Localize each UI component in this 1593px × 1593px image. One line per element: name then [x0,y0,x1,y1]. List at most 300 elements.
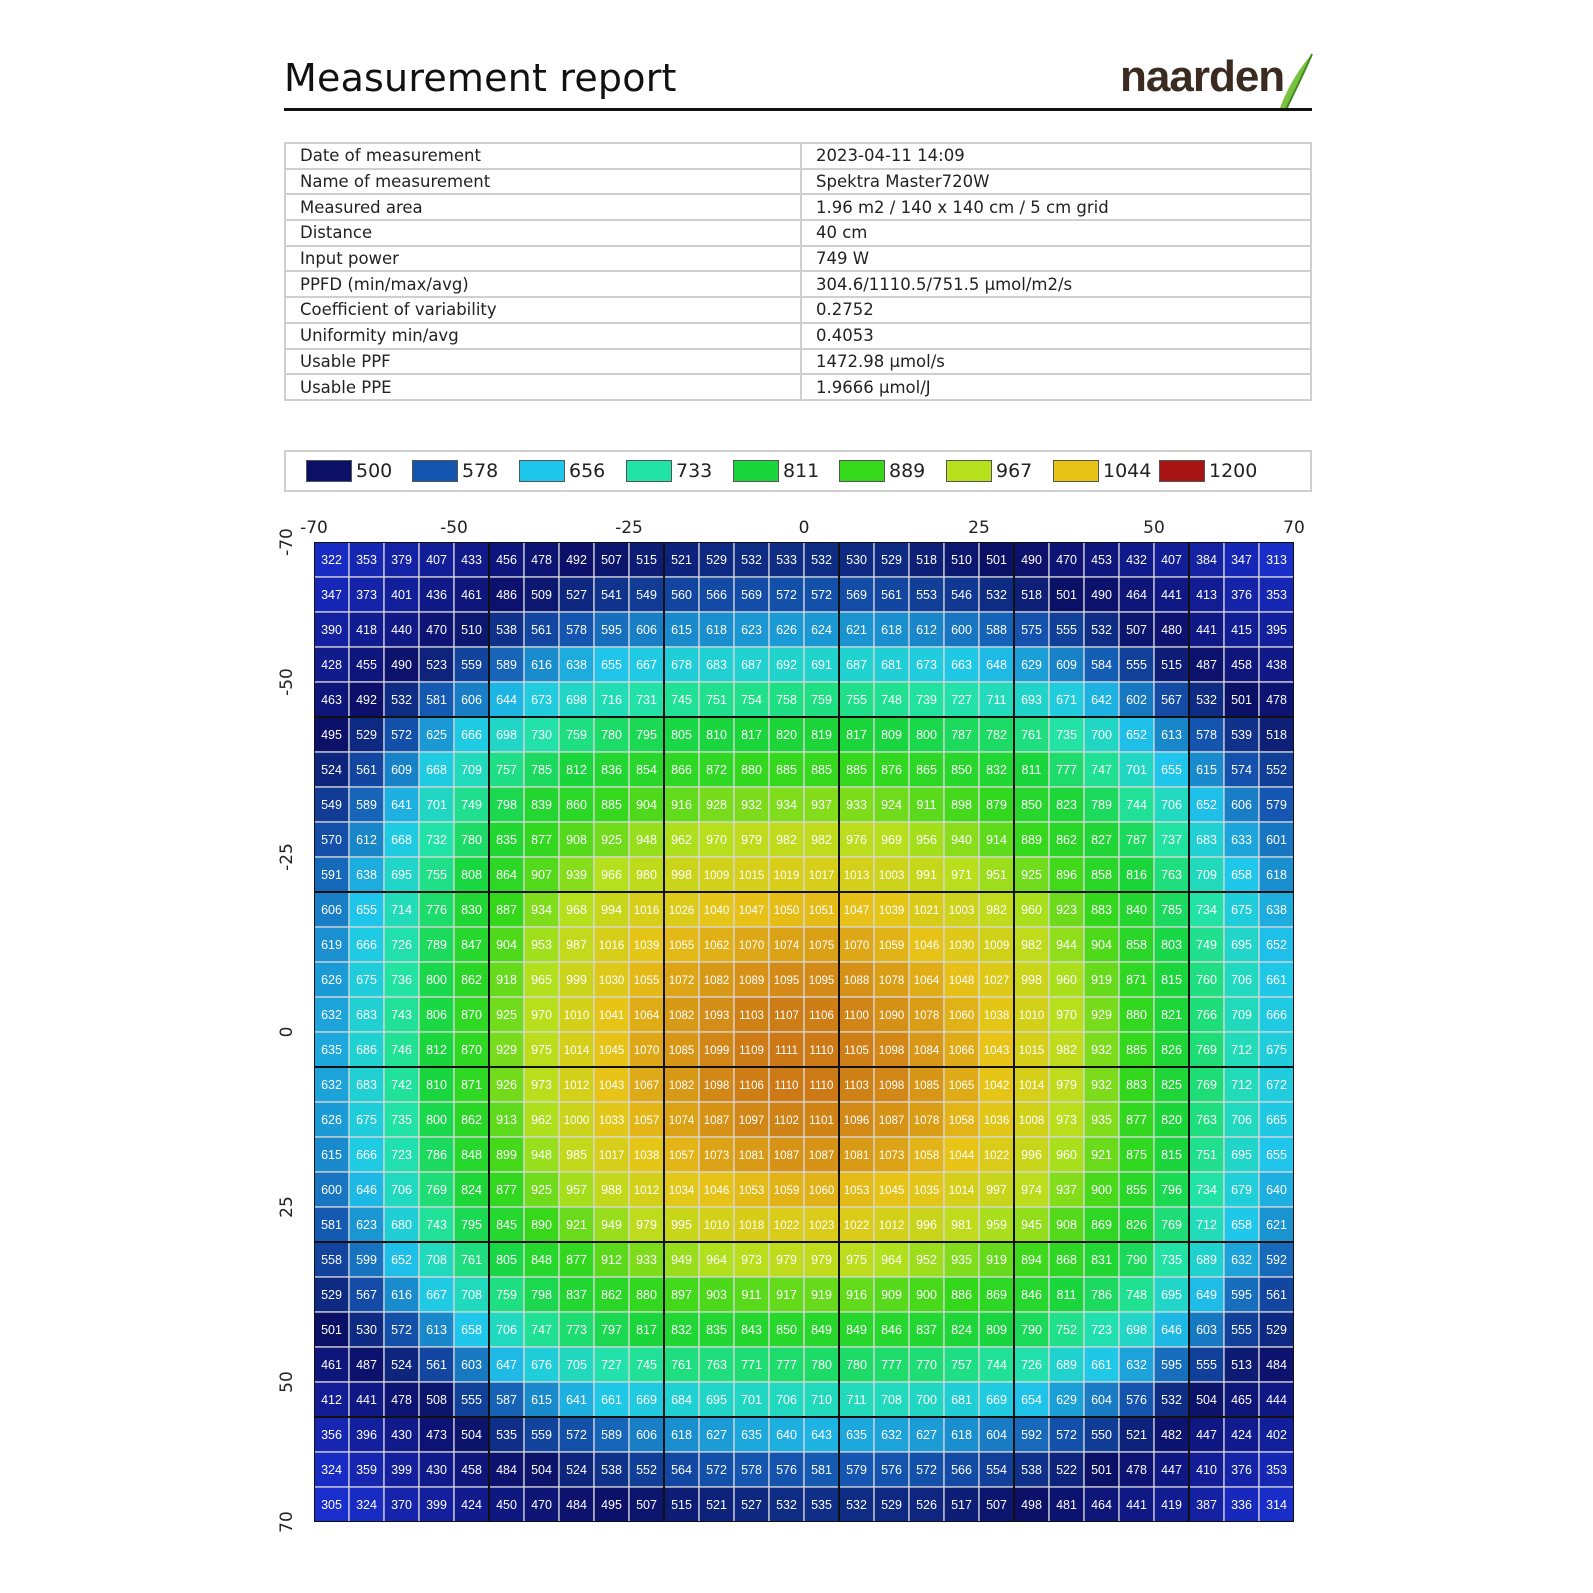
heatmap-cell-value: 826 [1161,1043,1182,1057]
heatmap-cell-value: 376 [1231,1463,1252,1477]
heatmap-cell-value: 1015 [738,870,765,882]
heatmap-cell-value: 675 [1266,1043,1287,1057]
heatmap-cell-value: 706 [776,1393,797,1407]
heatmap-cell-value: 1043 [983,1045,1010,1057]
heatmap-cell-value: 1058 [913,1150,940,1162]
heatmap-cell-value: 1107 [774,1010,799,1022]
heatmap-cell-value: 652 [1126,728,1147,742]
meta-label: Input power [285,246,801,272]
heatmap-cell-value: 1073 [878,1150,905,1162]
heatmap-cell-value: 572 [776,588,797,602]
heatmap-cell-value: 835 [706,1323,727,1337]
heatmap-cell-value: 982 [1056,1043,1077,1057]
heatmap-cell-value: 726 [1021,1358,1042,1372]
heatmap-cell-value: 584 [1091,658,1112,672]
heatmap-cell-value: 564 [671,1463,692,1477]
heatmap-cell-value: 912 [601,1253,622,1267]
heatmap-cell-value: 919 [1091,973,1112,987]
heatmap-cell-value: 626 [776,623,797,637]
heatmap-cell-value: 982 [811,833,832,847]
heatmap-cell-value: 812 [426,1043,447,1057]
heatmap-cell-value: 487 [1196,658,1217,672]
heatmap-cell-value: 504 [531,1463,552,1477]
heatmap-cell-value: 695 [706,1393,727,1407]
title-divider [284,108,1312,111]
heatmap-cell-value: 415 [1231,623,1252,637]
heatmap-cell-value: 1073 [703,1150,730,1162]
heatmap-cell-value: 581 [426,693,447,707]
heatmap-cell-value: 675 [1231,903,1252,917]
heatmap-cell-value: 1078 [878,975,905,987]
heatmap-cell-value: 832 [986,763,1007,777]
heatmap-cell-value: 524 [566,1463,587,1477]
heatmap-cell-value: 1106 [739,1080,764,1092]
heatmap-cell-value: 860 [566,798,587,812]
legend-label: 578 [462,460,499,482]
heatmap-cell-value: 507 [601,553,622,567]
heatmap-cell-value: 974 [1021,1183,1042,1197]
heatmap-cell-value: 866 [671,763,692,777]
heatmap-cell-value: 1088 [843,975,870,987]
heatmap-cell-value: 314 [1266,1498,1287,1512]
heatmap-cell-value: 566 [706,588,727,602]
heatmap-cell-value: 559 [531,1428,552,1442]
heatmap-cell-value: 904 [1091,938,1112,952]
heatmap-cell-value: 773 [566,1323,587,1337]
heatmap-cell-value: 903 [706,1288,727,1302]
heatmap-cell-value: 440 [391,623,412,637]
heatmap-cell-value: 786 [1091,1288,1112,1302]
heatmap-cell-value: 430 [426,1463,447,1477]
heatmap-cell-value: 976 [846,833,867,847]
heatmap-cell-value: 632 [321,1008,342,1022]
heatmap-cell-value: 745 [636,1358,657,1372]
heatmap-cell-value: 921 [1091,1148,1112,1162]
heatmap-cell-value: 555 [1231,1323,1252,1337]
heatmap-cell-value: 1098 [703,1080,730,1092]
heatmap-cell-value: 1099 [703,1045,730,1057]
heatmap-cell-value: 744 [986,1358,1007,1372]
heatmap-cell-value: 501 [1056,588,1077,602]
heatmap-cell-value: 402 [1266,1428,1287,1442]
heatmap-cell-value: 880 [636,1288,657,1302]
heatmap-cell-value: 846 [1021,1288,1042,1302]
heatmap-cell-value: 481 [1056,1498,1077,1512]
heatmap-cell-value: 490 [391,658,412,672]
heatmap-cell-value: 735 [1056,728,1077,742]
heatmap-cell-value: 550 [1091,1428,1112,1442]
heatmap-cell-value: 1070 [738,940,765,952]
heatmap-cell-value: 507 [636,1498,657,1512]
heatmap-cell-value: 517 [951,1498,972,1512]
heatmap-cell-value: 603 [461,1358,482,1372]
heatmap-cell-value: 811 [1056,1288,1077,1302]
heatmap-cell-value: 964 [706,1253,727,1267]
heatmap-cell-value: 1090 [878,1010,905,1022]
meta-row [285,271,1311,297]
heatmap-cell-value: 612 [356,833,377,847]
heatmap-cell-value: 782 [986,728,1007,742]
heatmap-cell-value: 823 [1056,798,1077,812]
heatmap-cell-value: 885 [601,798,622,812]
heatmap-cell-value: 777 [1056,763,1077,777]
heatmap-cell-value: 676 [531,1358,552,1372]
heatmap-cell-value: 492 [566,553,587,567]
heatmap-cell-value: 1010 [703,1220,730,1232]
heatmap-cell-value: 1064 [633,1010,660,1022]
heatmap-cell-value: 711 [986,693,1007,707]
heatmap-cell-value: 858 [1091,868,1112,882]
heatmap-cell-value: 780 [601,728,622,742]
heatmap-cell-value: 495 [601,1498,622,1512]
heatmap-cell-value: 529 [1266,1323,1287,1337]
heatmap-cell-value: 924 [881,798,902,812]
heatmap-cell-value: 890 [531,1218,552,1232]
heatmap-cell-value: 538 [601,1463,622,1477]
heatmap-cell-value: 658 [1231,1218,1252,1232]
meta-value: 1.96 m2 / 140 x 140 cm / 5 cm grid [801,194,1311,220]
heatmap-cell-value: 716 [601,693,622,707]
heatmap-cell-value: 759 [566,728,587,742]
heatmap-cell-value: 572 [706,1463,727,1477]
heatmap-cell-value: 771 [741,1358,762,1372]
heatmap-cell-value: 1105 [844,1045,869,1057]
heatmap-cell-value: 763 [1196,1113,1217,1127]
heatmap-cell-value: 885 [1126,1043,1147,1057]
heatmap-cell-value: 666 [356,938,377,952]
heatmap-cell-value: 681 [881,658,902,672]
heatmap-cell-value: 627 [706,1428,727,1442]
heatmap-cell-value: 618 [706,623,727,637]
heatmap-cell-value: 591 [321,868,342,882]
heatmap-cell-value: 894 [1021,1253,1042,1267]
meta-value: 0.4053 [801,323,1311,349]
meta-value: 1472.98 µmol/s [801,349,1311,375]
heatmap-cell-value: 934 [776,798,797,812]
heatmap-cell-value: 399 [391,1463,412,1477]
heatmap-cell-value: 575 [1021,623,1042,637]
heatmap-cell-value: 399 [426,1498,447,1512]
heatmap-cell-value: 869 [1091,1218,1112,1232]
heatmap-cell-value: 962 [531,1113,552,1127]
heatmap-cell-value: 809 [986,1323,1007,1337]
heatmap-cell-value: 727 [951,693,972,707]
heatmap-cell-value: 1019 [773,870,800,882]
heatmap-cell-value: 923 [1056,903,1077,917]
heatmap-cell-value: 666 [461,728,482,742]
heatmap-cell-value: 748 [881,693,902,707]
heatmap-cell-value: 578 [741,1463,762,1477]
heatmap-cell-value: 960 [1056,973,1077,987]
heatmap-cell-value: 574 [1231,763,1252,777]
heatmap-cell-value: 678 [671,658,692,672]
heatmap-cell-value: 616 [391,1288,412,1302]
heatmap-cell-value: 1043 [598,1080,625,1092]
heatmap-cell-value: 1075 [808,940,835,952]
heatmap-cell-value: 862 [601,1288,622,1302]
heatmap-cell-value: 569 [846,588,867,602]
heatmap-cell-value: 1030 [598,975,625,987]
heatmap-cell-value: 714 [391,903,412,917]
heatmap-cell-value: 626 [321,973,342,987]
heatmap-cell-value: 698 [496,728,517,742]
heatmap-cell-value: 638 [566,658,587,672]
legend-item [626,458,712,484]
heatmap-cell-value: 982 [776,833,797,847]
heatmap-cell-value: 907 [531,868,552,882]
heatmap-cell-value: 1072 [668,975,695,987]
heatmap-cell-value: 1082 [668,1010,695,1022]
meta-label: Usable PPE [285,374,801,400]
heatmap-cell-value: 1013 [843,870,870,882]
x-axis-tick-label: 0 [798,518,810,538]
heatmap-cell-value: 1010 [1018,1010,1045,1022]
heatmap-cell-value: 877 [531,833,552,847]
heatmap-cell-value: 1022 [843,1220,870,1232]
heatmap-cell-value: 555 [1126,658,1147,672]
heatmap-cell-value: 379 [391,553,412,567]
heatmap-cell-value: 490 [1091,588,1112,602]
heatmap-cell-value: 601 [1266,833,1287,847]
heatmap-cell-value: 751 [1196,1148,1217,1162]
heatmap-cell-value: 561 [531,623,552,637]
heatmap-cell-value: 576 [776,1463,797,1477]
heatmap-cell-value: 486 [496,588,517,602]
ppfd-heatmap [314,542,1294,1522]
heatmap-cell-value: 570 [321,833,342,847]
heatmap-cell-value: 706 [496,1323,517,1337]
heatmap-cell-value: 504 [1196,1393,1217,1407]
x-axis-tick-label: -50 [440,518,468,538]
heatmap-cell-value: 805 [496,1253,517,1267]
heatmap-cell-value: 609 [391,763,412,777]
heatmap-cell-value: 654 [1021,1393,1042,1407]
heatmap-cell-value: 529 [706,553,727,567]
heatmap-cell-value: 960 [1056,1148,1077,1162]
heatmap-cell-value: 572 [391,728,412,742]
heatmap-cell-value: 701 [1126,763,1147,777]
heatmap-cell-value: 1066 [948,1045,975,1057]
heatmap-cell-value: 1081 [738,1150,765,1162]
heatmap-cell-value: 734 [1196,903,1217,917]
heatmap-cell-value: 635 [741,1428,762,1442]
heatmap-cell-value: 655 [601,658,622,672]
heatmap-cell-value: 759 [496,1288,517,1302]
heatmap-cell-value: 1010 [563,1010,590,1022]
heatmap-cell-value: 928 [706,798,727,812]
heatmap-cell-value: 515 [636,553,657,567]
heatmap-cell-value: 1057 [668,1150,695,1162]
heatmap-cell-value: 464 [1126,588,1147,602]
meta-row [285,169,1311,195]
heatmap-cell-value: 640 [776,1428,797,1442]
heatmap-cell-value: 1016 [598,940,625,952]
heatmap-cell-value: 864 [496,868,517,882]
heatmap-cell-value: 1048 [948,975,975,987]
heatmap-cell-value: 599 [356,1253,377,1267]
heatmap-cell-value: 808 [461,868,482,882]
heatmap-cell-value: 896 [1056,868,1077,882]
heatmap-cell-value: 743 [391,1008,412,1022]
heatmap-cell-value: 911 [741,1288,762,1302]
heatmap-cell-value: 384 [1196,553,1217,567]
heatmap-cell-value: 578 [1196,728,1217,742]
heatmap-cell-value: 524 [321,763,342,777]
heatmap-cell-value: 755 [846,693,867,707]
heatmap-cell-value: 871 [461,1078,482,1092]
meta-label: Usable PPF [285,349,801,375]
heatmap-cell-value: 665 [1266,1113,1287,1127]
heatmap-cell-value: 1062 [703,940,730,952]
heatmap-cell-value: 541 [601,588,622,602]
heatmap-cell-value: 1101 [809,1115,834,1127]
heatmap-cell-value: 904 [636,798,657,812]
legend-swatch [412,460,458,482]
heatmap-cell-value: 843 [741,1323,762,1337]
heatmap-cell-value: 726 [391,938,412,952]
heatmap-cell-value: 926 [496,1078,517,1092]
heatmap-cell-value: 532 [846,1498,867,1512]
heatmap-cell-value: 935 [1091,1113,1112,1127]
heatmap-cell-value: 1103 [844,1080,869,1092]
heatmap-cell-value: 944 [1056,938,1077,952]
heatmap-cell-value: 567 [356,1288,377,1302]
heatmap-cell-value: 824 [951,1323,972,1337]
heatmap-cell-value: 1039 [878,905,905,917]
heatmap-cell-value: 458 [461,1463,482,1477]
heatmap-cell-value: 578 [566,623,587,637]
heatmap-cell-value: 1097 [738,1115,765,1127]
heatmap-cell-value: 999 [566,973,587,987]
heatmap-cell-value: 527 [566,588,587,602]
heatmap-cell-value: 336 [1231,1498,1252,1512]
heatmap-cell-value: 965 [531,973,552,987]
heatmap-cell-value: 755 [426,868,447,882]
heatmap-cell-value: 821 [1161,1008,1182,1022]
heatmap-cell-value: 935 [951,1253,972,1267]
heatmap-cell-value: 673 [531,693,552,707]
heatmap-cell-value: 904 [496,938,517,952]
heatmap-cell-value: 518 [1021,588,1042,602]
meta-label: Coefficient of variability [285,297,801,323]
heatmap-cell-value: 587 [496,1393,517,1407]
heatmap-cell-value: 456 [496,553,517,567]
heatmap-cell-value: 1042 [983,1080,1010,1092]
heatmap-cell-value: 561 [881,588,902,602]
heatmap-cell-value: 675 [356,1113,377,1127]
heatmap-cell-value: 324 [321,1463,342,1477]
heatmap-cell-value: 638 [356,868,377,882]
heatmap-cell-value: 1087 [703,1115,730,1127]
heatmap-cell-value: 1041 [598,1010,625,1022]
heatmap-cell-value: 940 [951,833,972,847]
legend-item [1159,458,1257,484]
heatmap-cell-value: 1082 [668,1080,695,1092]
heatmap-cell-value: 553 [916,588,937,602]
x-axis-tick-label: -25 [615,518,643,538]
heatmap-cell-value: 708 [426,1253,447,1267]
meta-value: 749 W [801,246,1311,272]
heatmap-cell-value: 735 [1161,1253,1182,1267]
heatmap-cell-value: 629 [1056,1393,1077,1407]
heatmap-cell-value: 566 [951,1463,972,1477]
heatmap-cell-value: 1106 [809,1010,834,1022]
heatmap-cell-value: 569 [741,588,762,602]
y-axis-tick-label: -50 [277,668,297,696]
heatmap-cell-value: 709 [1231,1008,1252,1022]
heatmap-cell-value: 1039 [633,940,660,952]
heatmap-cell-value: 997 [986,1183,1007,1197]
heatmap-cell-value: 900 [916,1288,937,1302]
meta-value: 1.9666 µmol/J [801,374,1311,400]
heatmap-cell-value: 533 [776,553,797,567]
heatmap-cell-value: 1051 [808,905,835,917]
heatmap-cell-value: 507 [1126,623,1147,637]
heatmap-cell-value: 761 [461,1253,482,1267]
heatmap-cell-value: 1017 [808,870,835,882]
heatmap-cell-value: 1033 [598,1115,625,1127]
heatmap-cell-value: 998 [671,868,692,882]
heatmap-cell-value: 737 [1161,833,1182,847]
heatmap-cell-value: 600 [321,1183,342,1197]
heatmap-cell-value: 1110 [774,1080,799,1092]
heatmap-cell-value: 652 [1196,798,1217,812]
legend-item [519,458,605,484]
heatmap-cell-value: 917 [776,1288,797,1302]
heatmap-cell-value: 743 [426,1218,447,1232]
heatmap-cell-value: 501 [1231,693,1252,707]
heatmap-cell-value: 668 [426,763,447,777]
heatmap-cell-value: 412 [321,1393,342,1407]
heatmap-cell-value: 836 [601,763,622,777]
heatmap-cell-value: 877 [566,1253,587,1267]
heatmap-cell-value: 672 [1266,1078,1287,1092]
heatmap-cell-value: 687 [846,658,867,672]
heatmap-cell-value: 925 [531,1183,552,1197]
heatmap-cell-value: 1034 [668,1185,695,1197]
heatmap-cell-value: 581 [811,1463,832,1477]
heatmap-cell-value: 407 [1161,553,1182,567]
legend-swatch [306,460,352,482]
heatmap-cell-value: 973 [1056,1113,1077,1127]
heatmap-cell-value: 914 [986,833,1007,847]
heatmap-cell-value: 576 [1126,1393,1147,1407]
legend-swatch [1053,460,1099,482]
heatmap-cell-value: 969 [881,833,902,847]
heatmap-cell-value: 478 [531,553,552,567]
heatmap-cell-value: 353 [356,553,377,567]
heatmap-cell-value: 1046 [913,940,940,952]
heatmap-cell-value: 742 [391,1078,412,1092]
heatmap-cell-value: 579 [846,1463,867,1477]
heatmap-cell-value: 1095 [808,975,835,987]
heatmap-cell-value: 921 [566,1218,587,1232]
heatmap-cell-value: 606 [321,903,342,917]
heatmap-cell-value: 817 [846,728,867,742]
heatmap-cell-value: 744 [1126,798,1147,812]
heatmap-cell-value: 908 [1056,1218,1077,1232]
heatmap-cell-value: 862 [461,1113,482,1127]
heatmap-cell-value: 1087 [878,1115,905,1127]
heatmap-cell-value: 353 [1266,588,1287,602]
heatmap-cell-value: 1059 [773,1185,800,1197]
heatmap-cell-value: 484 [1266,1358,1287,1372]
heatmap-cell-value: 709 [461,763,482,777]
heatmap-cell-value: 529 [881,1498,902,1512]
heatmap-cell-value: 959 [986,1218,1007,1232]
heatmap-cell-value: 552 [636,1463,657,1477]
heatmap-cell-value: 623 [741,623,762,637]
